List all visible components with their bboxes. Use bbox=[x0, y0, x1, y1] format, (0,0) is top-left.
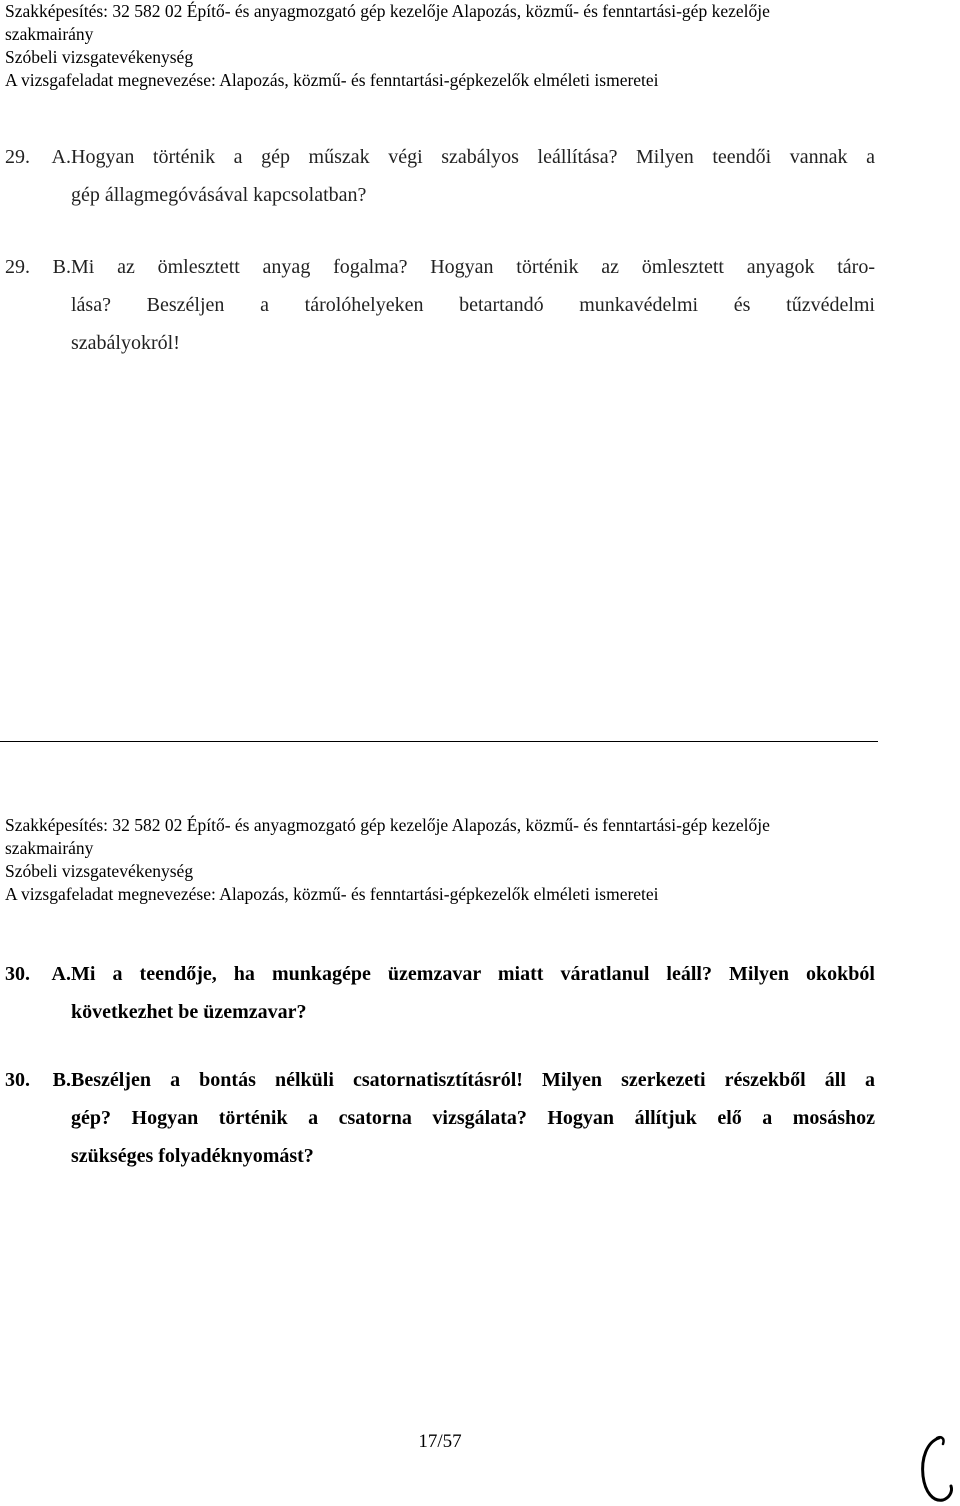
question-number: 30. B. bbox=[5, 1069, 71, 1091]
question-text: Mi az ömlesztett anyag fogalma? Hogyan történik az ömlesztett anyagok táro- bbox=[71, 256, 875, 278]
question-number: 30. A. bbox=[5, 963, 71, 985]
signature-mark-icon bbox=[915, 1432, 960, 1506]
question-29a bbox=[5, 138, 875, 214]
question-number: 29. A. bbox=[5, 146, 71, 168]
header-task-name: A vizsgafeladat megnevezése: Alapozás, közmű- és fenntartási-gépkezelők elméleti ismeretei bbox=[5, 70, 659, 90]
header-exam-type: Szóbeli vizsgatevékenység bbox=[5, 47, 194, 67]
header-task-name: A vizsgafeladat megnevezése: Alapozás, közmű- és fenntartási-gépkezelők elméleti ismeretei bbox=[5, 884, 659, 904]
header-qualification: Szakképesítés: 32 582 02 Építő- és anyagmozgató gép kezelője Alapozás, közmű- és fenntartási-gép kezelője bbox=[5, 815, 770, 835]
question-text: Beszéljen a bontás nélküli csatornatisztításról! Milyen szerkezeti részekből áll a bbox=[71, 1069, 875, 1091]
header-specialization: szakmairány bbox=[5, 24, 94, 44]
question-text: lása? Beszéljen a tárolóhelyeken betartandó munkavédelmi és tűzvédelmi bbox=[71, 294, 875, 316]
question-text: következhet be üzemzavar? bbox=[71, 1001, 307, 1023]
question-text: Hogyan történik a gép műszak végi szabályos leállítása? Milyen teendői vannak a bbox=[71, 146, 875, 168]
section-divider bbox=[0, 741, 878, 742]
question-29b bbox=[5, 248, 875, 362]
question-30b bbox=[5, 1061, 875, 1175]
question-text: szükséges folyadéknyomást? bbox=[71, 1145, 314, 1167]
question-number: 29. B. bbox=[5, 256, 71, 278]
page-header-bottom bbox=[5, 814, 955, 906]
header-exam-type: Szóbeli vizsgatevékenység bbox=[5, 861, 194, 881]
header-qualification: Szakképesítés: 32 582 02 Építő- és anyagmozgató gép kezelője Alapozás, közmű- és fenntartási-gép kezelője bbox=[5, 1, 770, 21]
question-text: szabályokról! bbox=[71, 332, 180, 354]
question-text: gép? Hogyan történik a csatorna vizsgálata? Hogyan állítjuk elő a mosáshoz bbox=[71, 1107, 875, 1129]
page-header-top bbox=[5, 0, 955, 92]
question-30a bbox=[5, 955, 875, 1031]
header-specialization: szakmairány bbox=[5, 838, 94, 858]
question-text: gép állagmegóvásával kapcsolatban? bbox=[71, 184, 367, 206]
page-number: 17/57 bbox=[418, 1431, 462, 1452]
question-text: Mi a teendője, ha munkagépe üzemzavar miatt váratlanul leáll? Milyen okokból bbox=[71, 963, 875, 985]
